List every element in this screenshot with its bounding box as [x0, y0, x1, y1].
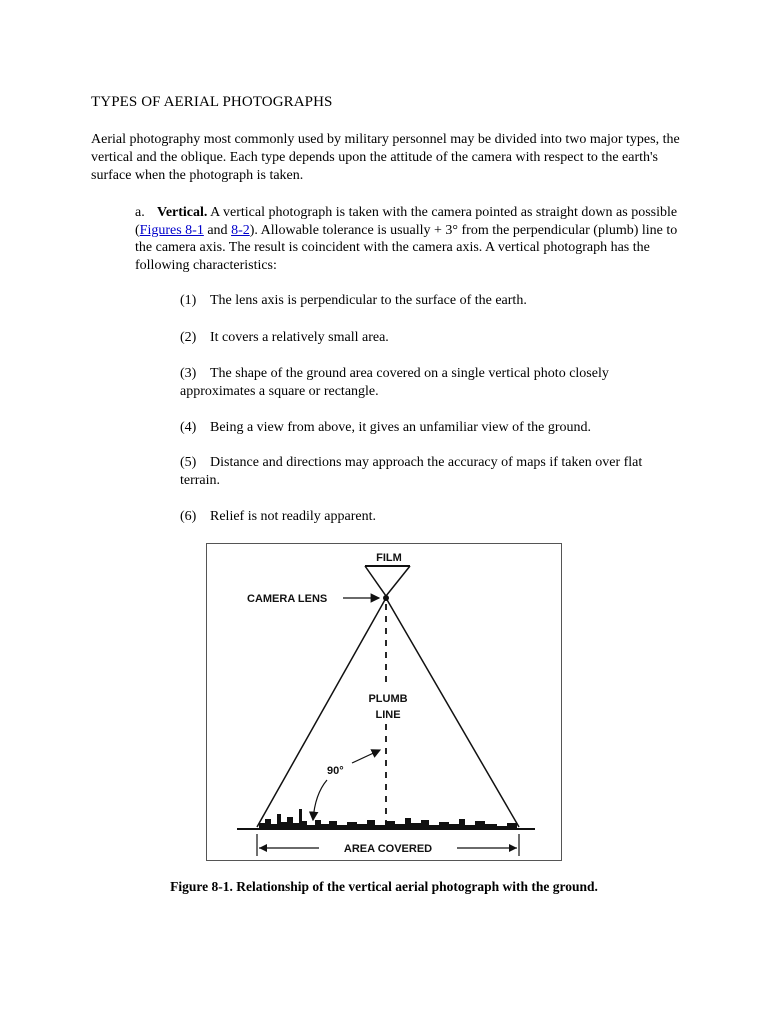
line-label: LINE — [375, 709, 401, 721]
item-text: Relief is not readily apparent. — [210, 509, 376, 524]
item-number: (3) — [180, 366, 197, 381]
item-number: (4) — [180, 420, 197, 435]
item-number: (6) — [180, 509, 197, 524]
characteristic-item — [180, 419, 680, 437]
vertical-photo-diagram — [207, 544, 561, 860]
view-line-right — [386, 598, 519, 827]
characteristic-item — [180, 454, 680, 489]
figure-8-2-link[interactable]: 8-2 — [231, 222, 250, 238]
figure-caption: Figure 8-1. Relationship of the vertical aerial photograph with the ground. — [170, 879, 598, 894]
view-line-left — [257, 598, 386, 827]
item-text: Being a view from above, it gives an unfamiliar view of the ground. — [210, 420, 592, 435]
vertical-label: Vertical. — [157, 205, 208, 220]
item-text: It covers a relatively small area. — [210, 330, 389, 345]
film-cone-right — [386, 566, 410, 596]
characteristic-item — [180, 508, 680, 526]
angle-arrow-right — [352, 750, 380, 763]
film-cone-left — [365, 566, 386, 596]
vertical-and: and — [203, 222, 232, 238]
item-number: (5) — [180, 455, 197, 470]
item-text: Distance and directions may approach the accuracy of maps if taken over flat terrain. — [180, 455, 643, 488]
figure-8-1-diagram — [206, 543, 562, 861]
item-number: (2) — [180, 330, 197, 345]
angle-label: 90° — [327, 765, 344, 777]
plumb-label: PLUMB — [368, 693, 408, 705]
page-title: TYPES OF AERIAL PHOTOGRAPHS — [91, 94, 333, 110]
item-text: The lens axis is perpendicular to the surface of the earth. — [210, 293, 527, 308]
vertical-marker: a. — [135, 205, 145, 220]
camera-lens-label: CAMERA LENS — [247, 593, 328, 605]
vertical-text-after: ). Allowable tolerance is usually + 3° from the perpendicular (plumb) line to the camera axis. The result is coincident with the camera axis. A vertical photograph has the following characteristics: — [135, 222, 678, 273]
item-text: The shape of the ground area covered on a single vertical photo closely approximates a square or rectangle. — [180, 366, 609, 399]
vertical-paragraph — [135, 204, 680, 274]
vertical-text-before: A vertical photograph is taken with the camera pointed as straight down as possible ( — [135, 205, 678, 238]
intro-paragraph: Aerial photography most commonly used by military personnel may be divided into two major types, the vertical and the oblique. Each type depends upon the attitude of the camera with respect to the earth's surface when the photograph is taken. — [91, 132, 680, 183]
film-label: FILM — [376, 552, 402, 564]
characteristic-item — [180, 365, 680, 400]
characteristic-item — [180, 329, 680, 347]
area-arrowhead-left — [259, 844, 267, 852]
ground-terrain — [259, 809, 517, 829]
area-arrowhead-right — [509, 844, 517, 852]
area-covered-label: AREA COVERED — [343, 843, 433, 855]
characteristic-item — [180, 292, 680, 310]
angle-arrow-down — [313, 780, 327, 820]
item-number: (1) — [180, 293, 197, 308]
figures-8-1-link[interactable]: Figures 8-1 — [139, 222, 204, 238]
